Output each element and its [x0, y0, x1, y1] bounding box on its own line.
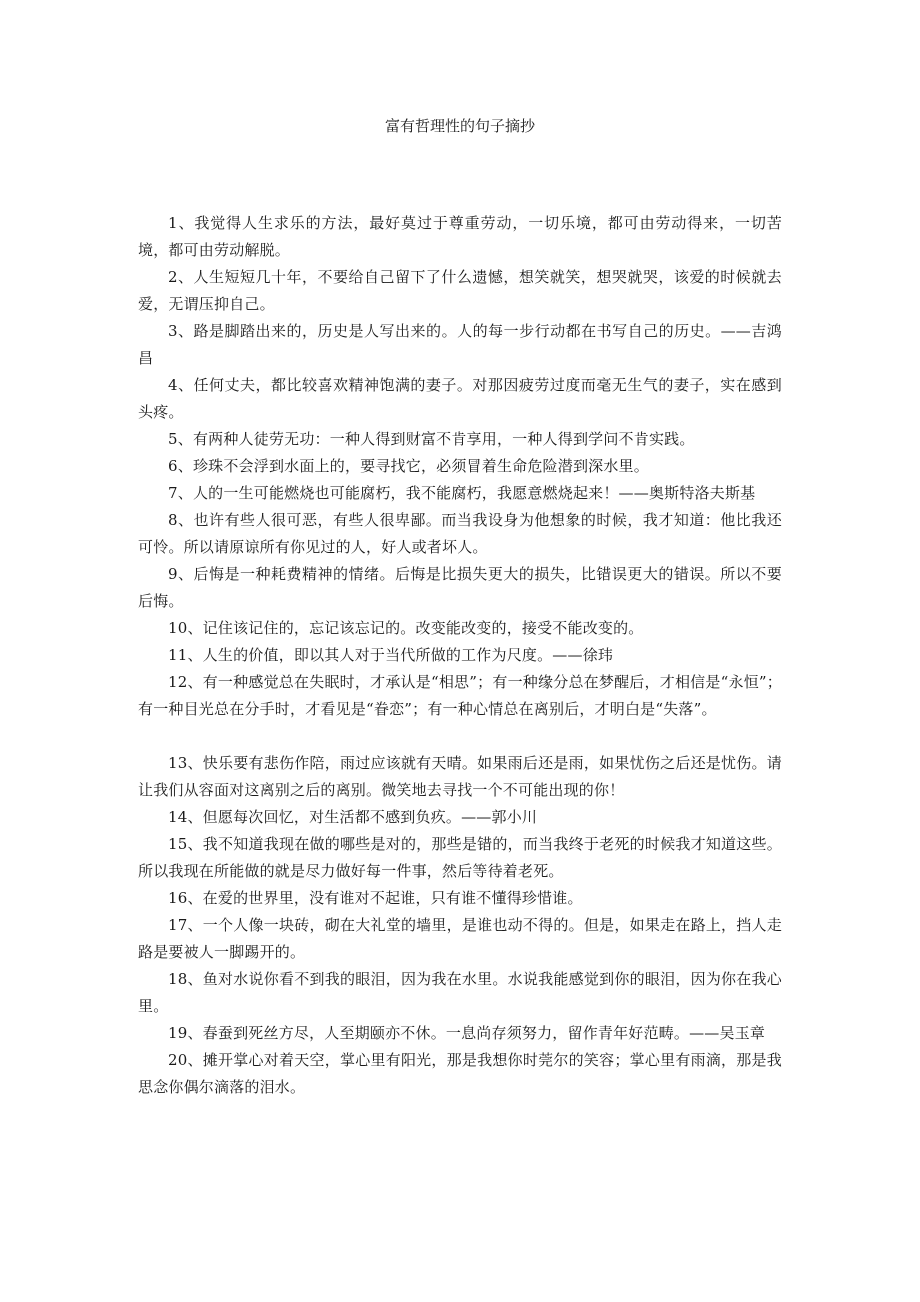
quote-item: 20、摊开掌心对着天空，掌心里有阳光，那是我想你时莞尔的笑容；掌心里有雨滴，那是我思念你偶尔滴落的泪水。 [138, 1051, 782, 1096]
quote-item: 3、路是脚踏出来的，历史是人写出来的。人的每一步行动都在书写自己的历史。——吉鸿昌 [138, 322, 782, 367]
quote-item: 7、人的一生可能燃烧也可能腐朽，我不能腐朽，我愿意燃烧起来！——奥斯特洛夫斯基 [168, 484, 756, 502]
quote-item: 9、后悔是一种耗费精神的情绪。后悔是比损失更大的损失，比错误更大的错误。所以不要后悔。 [138, 565, 782, 610]
quote-item: 18、鱼对水说你看不到我的眼泪，因为我在水里。水说我能感觉到你的眼泪，因为你在我心里。 [138, 970, 782, 1015]
quote-item: 19、春蚕到死丝方尽，人至期颐亦不休。一息尚存须努力，留作青年好范畴。——吴玉章 [168, 1024, 766, 1042]
quote-item: 14、但愿每次回忆，对生活都不感到负疚。——郭小川 [168, 808, 538, 826]
quote-item: 16、在爱的世界里，没有谁对不起谁，只有谁不懂得珍惜谁。 [168, 889, 583, 907]
quote-item: 4、任何丈夫，都比较喜欢精神饱满的妻子。对那因疲劳过度而毫无生气的妻子，实在感到头疼。 [138, 376, 782, 421]
quote-item: 12、有一种感觉总在失眠时，才承认是“相思”；有一种缘分总在梦醒后，才相信是“永恒”；有一种目光总在分手时，才看见是“眷恋”；有一种心情总在离别后，才明白是“失落”。 [138, 673, 782, 718]
quote-item: 13、快乐要有悲伤作陪，雨过应该就有天晴。如果雨后还是雨，如果忧伤之后还是忧伤。请让我们从容面对这离别之后的离别。微笑地去寻找一个不可能出现的你！ [138, 754, 782, 799]
quote-item: 1、我觉得人生求乐的方法，最好莫过于尊重劳动，一切乐境，都可由劳动得来，一切苦境，都可由劳动解脱。 [138, 214, 782, 259]
quote-item: 6、珍珠不会浮到水面上的，要寻找它，必须冒着生命危险潜到深水里。 [168, 457, 649, 475]
quote-item: 10、记住该记住的，忘记该忘记的。改变能改变的，接受不能改变的。 [168, 619, 644, 637]
quote-item: 15、我不知道我现在做的哪些是对的，那些是错的，而当我终于老死的时候我才知道这些。所以我现在所能做的就是尽力做好每一件事，然后等待着老死。 [138, 835, 782, 880]
document-title: 富有哲理性的句子摘抄 [384, 117, 535, 135]
quote-item: 17、一个人像一块砖，砌在大礼堂的墙里，是谁也动不得的。但是，如果走在路上，挡人走路是要被人一脚踢开的。 [138, 916, 782, 961]
quote-list [138, 210, 782, 1101]
quote-item: 5、有两种人徒劳无功：一种人得到财富不肯享用，一种人得到学问不肯实践。 [168, 430, 695, 448]
quote-item: 2、人生短短几十年，不要给自己留下了什么遗憾，想笑就笑，想哭就哭，该爱的时候就去爱，无谓压抑自己。 [138, 268, 782, 313]
quote-item: 8、也许有些人很可恶，有些人很卑鄙。而当我设身为他想象的时候，我才知道：他比我还可怜。所以请原谅所有你见过的人，好人或者坏人。 [138, 511, 782, 556]
quote-item: 11、人生的价值，即以其人对于当代所做的工作为尺度。——徐玮 [168, 646, 614, 664]
